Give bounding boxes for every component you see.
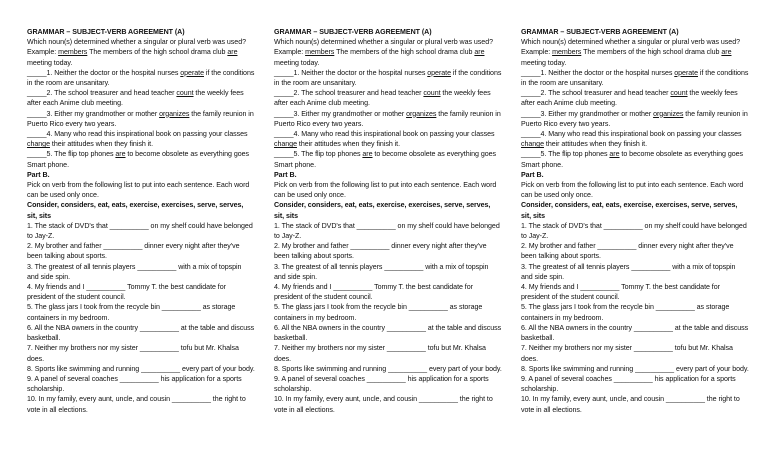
word-list: Consider, considers, eat, eats, exercise, exercises, serve, serves, sit, sits [274, 201, 491, 220]
example-verb: are [474, 48, 485, 57]
part-a-item: _____4. Many who read this inspirational book on passing your classes change their attitudes when they finish it. [27, 130, 248, 149]
worksheet-column-1 [27, 27, 255, 415]
part-b-item: 7. Neither my brothers nor my sister __________ tofu but Mr. Khalsa does. [27, 344, 239, 363]
part-b-title: Part B. [521, 170, 544, 179]
worksheet-title: GRAMMAR – SUBJECT-VERB AGREEMENT (A) [521, 28, 679, 36]
part-b-item: 9. A panel of several coaches __________ his application for a sports scholarship. [521, 374, 736, 394]
part-b-item: 4. My friends and I __________ Tommy T. the best candidate for president of the student council. [274, 283, 473, 302]
part-b-item: 9. A panel of several coaches __________ his application for a sports scholarship. [274, 374, 489, 394]
part-b-item: 3. The greatest of all tennis players __________ with a mix of topspin and side spin. [274, 262, 489, 281]
part-a-item: _____2. The school treasurer and head teacher count the weekly fees after each Anime club meeting. [274, 89, 491, 108]
question-text: Which noun(s) determined whether a singular or plural verb was used? [521, 38, 740, 47]
part-a-item: _____1. Neither the doctor or the hospital nurses operate if the conditions in the room are unsanitary. [27, 68, 255, 88]
part-b-item: 4. My friends and I __________ Tommy T. the best candidate for president of the student council. [521, 283, 720, 302]
part-b-title: Part B. [27, 170, 50, 179]
part-b-item: 3. The greatest of all tennis players __________ with a mix of topspin and side spin. [521, 262, 736, 281]
part-b-item: 10. In my family, every aunt, uncle, and cousin __________ the right to vote in all elections. [27, 395, 246, 414]
part-b-item: 1. The stack of DVD's that __________ on my shelf could have belonged to Jay-Z. [521, 221, 747, 241]
part-b-item: 6. All the NBA owners in the country __________ at the table and discuss basketball. [274, 323, 502, 343]
example-noun: members [305, 48, 335, 57]
part-b-item: 1. The stack of DVD's that __________ on my shelf could have belonged to Jay-Z. [27, 221, 253, 241]
example-line: Example: members The members of the high school drama club are meeting today. [27, 48, 238, 67]
example-line: Example: members The members of the high school drama club are meeting today. [274, 48, 485, 67]
worksheet-column-3 [521, 27, 749, 415]
example-verb: are [227, 48, 238, 57]
part-b-instructions: Pick on verb from the following list to put into each sentence. Each word can be used only once. [274, 181, 497, 200]
part-a-item: _____5. The flip top phones are to become obsolete as everything goes Smart phone. [521, 150, 744, 169]
part-a-item: _____4. Many who read this inspirational book on passing your classes change their attitudes when they finish it. [521, 130, 742, 149]
part-b-item: 5. The glass jars I took from the recycle bin __________ as storage containers in my bedroom. [27, 303, 236, 322]
word-list: Consider, considers, eat, eats, exercise, exercises, serve, serves, sit, sits [27, 201, 244, 220]
part-b-item: 3. The greatest of all tennis players __________ with a mix of topspin and side spin. [27, 262, 242, 281]
worksheet-column-2 [274, 27, 502, 415]
part-a-item: _____5. The flip top phones are to become obsolete as everything goes Smart phone. [27, 150, 250, 169]
part-b-instructions: Pick on verb from the following list to put into each sentence. Each word can be used only once. [27, 181, 250, 200]
part-b-item: 8. Sports like swimming and running __________ every part of your body. [274, 364, 502, 373]
question-text: Which noun(s) determined whether a singular or plural verb was used? [274, 38, 493, 47]
word-list: Consider, considers, eat, eats, exercise, exercises, serve, serves, sit, sits [521, 201, 738, 220]
part-a-item: _____1. Neither the doctor or the hospital nurses operate if the conditions in the room are unsanitary. [521, 68, 749, 88]
part-b-title: Part B. [274, 170, 297, 179]
part-b-item: 2. My brother and father __________ dinner every night after they've been talking about sports. [274, 242, 487, 261]
question-text: Which noun(s) determined whether a singular or plural verb was used? [27, 38, 246, 47]
example-line: Example: members The members of the high school drama club are meeting today. [521, 48, 732, 67]
example-verb: are [721, 48, 732, 57]
part-b-item: 1. The stack of DVD's that __________ on my shelf could have belonged to Jay-Z. [274, 221, 500, 241]
part-b-item: 8. Sports like swimming and running __________ every part of your body. [27, 364, 255, 373]
part-a-item: _____2. The school treasurer and head teacher count the weekly fees after each Anime club meeting. [27, 89, 244, 108]
part-b-item: 2. My brother and father __________ dinner every night after they've been talking about sports. [27, 242, 240, 261]
example-noun: members [58, 48, 88, 57]
part-b-item: 6. All the NBA owners in the country __________ at the table and discuss basketball. [27, 323, 255, 343]
part-b-item: 4. My friends and I __________ Tommy T. the best candidate for president of the student council. [27, 283, 226, 302]
part-b-item: 10. In my family, every aunt, uncle, and cousin __________ the right to vote in all elections. [274, 395, 493, 414]
part-a-item: _____3. Either my grandmother or mother organizes the family reunion in Puerto Rico every two years. [521, 109, 748, 128]
part-b-instructions: Pick on verb from the following list to put into each sentence. Each word can be used only once. [521, 181, 744, 200]
part-b-item: 7. Neither my brothers nor my sister __________ tofu but Mr. Khalsa does. [521, 344, 733, 363]
part-a-item: _____5. The flip top phones are to become obsolete as everything goes Smart phone. [274, 150, 497, 169]
part-a-item: _____1. Neither the doctor or the hospital nurses operate if the conditions in the room are unsanitary. [274, 68, 502, 88]
part-b-item: 5. The glass jars I took from the recycle bin __________ as storage containers in my bedroom. [274, 303, 483, 322]
part-b-item: 2. My brother and father __________ dinner every night after they've been talking about sports. [521, 242, 734, 261]
part-a-item: _____3. Either my grandmother or mother organizes the family reunion in Puerto Rico every two years. [274, 109, 501, 128]
part-b-item: 9. A panel of several coaches __________ his application for a sports scholarship. [27, 374, 242, 394]
part-a-item: _____2. The school treasurer and head teacher count the weekly fees after each Anime club meeting. [521, 89, 738, 108]
part-a-item: _____4. Many who read this inspirational book on passing your classes change their attitudes when they finish it. [274, 130, 495, 149]
part-b-item: 5. The glass jars I took from the recycle bin __________ as storage containers in my bedroom. [521, 303, 730, 322]
worksheet-title: GRAMMAR – SUBJECT-VERB AGREEMENT (A) [274, 28, 432, 36]
part-b-item: 7. Neither my brothers nor my sister __________ tofu but Mr. Khalsa does. [274, 344, 486, 363]
worksheet-title: GRAMMAR – SUBJECT-VERB AGREEMENT (A) [27, 28, 185, 36]
part-b-item: 8. Sports like swimming and running __________ every part of your body. [521, 364, 749, 373]
part-b-item: 6. All the NBA owners in the country __________ at the table and discuss basketball. [521, 323, 749, 343]
example-noun: members [552, 48, 582, 57]
part-a-item: _____3. Either my grandmother or mother organizes the family reunion in Puerto Rico every two years. [27, 109, 254, 128]
part-b-item: 10. In my family, every aunt, uncle, and cousin __________ the right to vote in all elections. [521, 395, 740, 414]
